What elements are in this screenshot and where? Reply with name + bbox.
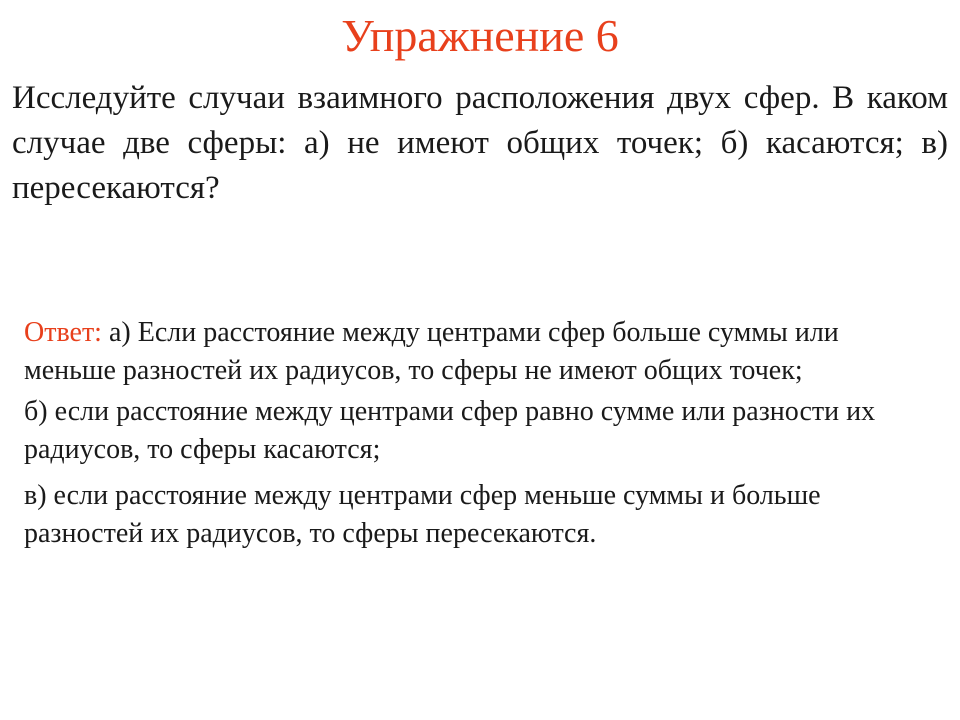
answer-part-c: в) если расстояние между центрами сфер меньше суммы и больше разностей их радиусов, то сферы пересекаются. — [24, 480, 821, 549]
answer-part-a — [24, 314, 904, 390]
answer-part-b: б) если расстояние между центрами сфер равно сумме или разности их радиусов, то сферы касаются; — [24, 396, 876, 465]
answer-part-a-text: а) Если расстояние между центрами сфер больше суммы или меньше разностей их радиусов, то сферы не имеют общих точек; — [24, 317, 839, 386]
exercise-question: Исследуйте случаи взаимного расположения двух сфер. В каком случае две сферы: а) не имеют общих точек; б) касаются; в) пересекаются? — [12, 80, 948, 206]
answer-label: Ответ: — [24, 317, 102, 348]
slide-title: Упражнение 6 — [341, 10, 619, 61]
answer-block — [24, 314, 904, 553]
